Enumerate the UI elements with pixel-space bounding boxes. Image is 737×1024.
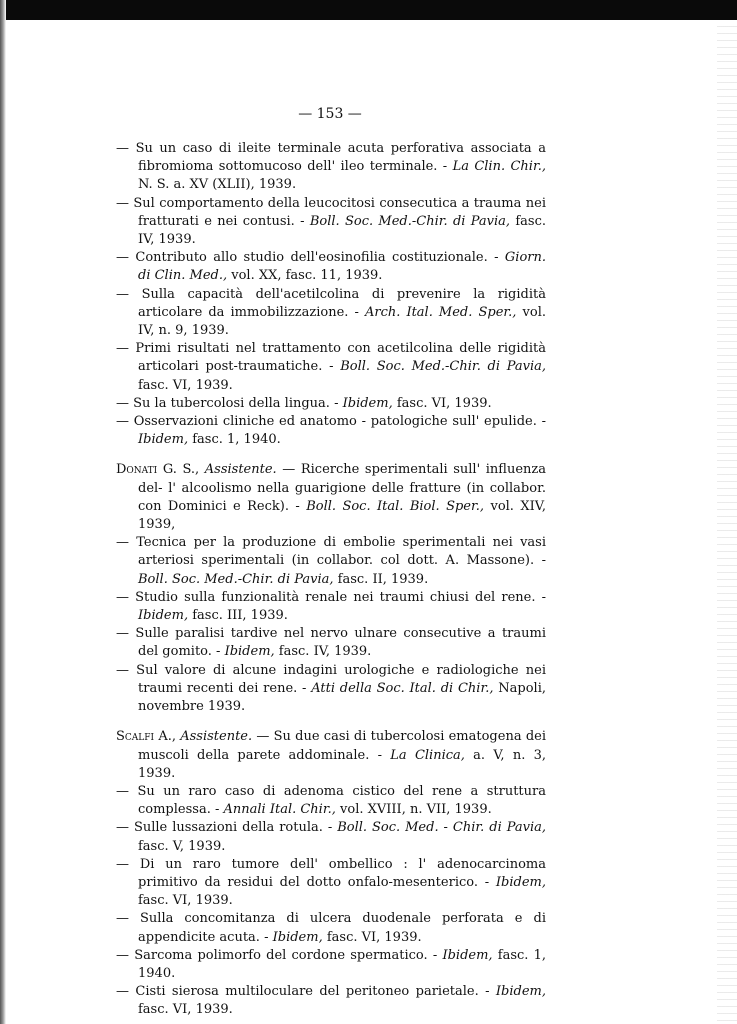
author-name: Donati G. S., — [116, 462, 200, 478]
scan-right-edge — [717, 20, 737, 1024]
author-entry: Scalfi A., Assistente. — Su due casi di tubercolosi ematogena dei muscoli della parete addominale. - La Clinica, a. V, n. 3, 1939. — [116, 729, 546, 781]
bibliography-entry: — Sul valore di alcune indagini urologiche e radiologiche nei traumi recenti dei rene. - Atti della Soc. Ital. di Chir., Napoli, novembre 1939. — [116, 662, 547, 715]
scan-left-edge — [0, 0, 6, 1024]
page-number: — 153 — — [298, 106, 362, 122]
bibliography-section-continuation — [116, 140, 546, 449]
bibliography-entry: — Studio sulla funzionalità renale nei traumi chiusi del rene. - Ibidem, fasc. III, 1939. — [116, 589, 546, 624]
bibliography-section-donati — [116, 461, 546, 716]
bibliography-entry: — Sarcoma polimorfo del cordone spermatico. - Ibidem, fasc. 1, 1940. — [116, 947, 547, 981]
bibliography-entry: — Di un raro tumore dell' ombellico : l' adenocarcinoma primitivo da residui del dotto onfalo-mesenterico. - Ibidem, fasc. VI, 1939. — [116, 856, 546, 909]
bibliography-entry: — Sul comportamento della leucocitosi consecutica a trauma nei fratturati e nei contusi. - Boll. Soc. Med.-Chir. di Pavia, fasc. IV, 1939. — [116, 195, 547, 248]
bibliography — [116, 140, 546, 1020]
bibliography-entry: — Sulla concomitanza di ulcera duodenale perforata e di appendicite acuta. - Ibidem, fasc. VI, 1939. — [116, 911, 546, 945]
bibliography-entry: — Primi risultati nel trattamento con acetilcolina delle rigidità articolari post-traumatiche. - Boll. Soc. Med.-Chir. di Pavia, fasc. VI, 1939. — [116, 341, 547, 393]
bibliography-entry: — Osservazioni cliniche ed anatomo - patologiche sull' epulide. - Ibidem, fasc. 1, 1940. — [116, 414, 546, 448]
author-name: Scalfi A., — [116, 729, 176, 745]
bibliography-entry: — Sulle paralisi tardive nel nervo ulnare consecutive a traumi del gomito. - Ibidem, fasc. IV, 1939. — [116, 626, 546, 660]
bibliography-entry: — Su la tubercolosi della lingua. - Ibidem, fasc. VI, 1939. — [116, 395, 492, 411]
author-role: Assistente. — [180, 729, 253, 745]
bibliography-entry: — Cisti sierosa multiloculare del peritoneo parietale. - Ibidem, fasc. VI, 1939. — [116, 984, 546, 1018]
bibliography-entry: — Sulla capacità dell'acetilcolina di prevenire la rigidità articolare da immobilizzazione. - Arch. Ital. Med. Sper., vol. IV, n. 9, 1939. — [116, 286, 547, 339]
bibliography-entry: — Contributo allo studio dell'eosinofilia costituzionale. - Giorn. di Clin. Med., vol. XX, fasc. 11, 1939. — [116, 250, 546, 284]
author-entry: Donati G. S., Assistente. — Ricerche sperimentali sull' influenza del- l' alcoolismo nella guarigione delle fratture (in collabor. con Dominici e Reck). - Boll. Soc. Ital. Biol. Sper., vol. XIV, 1939, — [116, 462, 546, 533]
bibliography-entry: — Tecnica per la produzione di embolie sperimentali nei vasi arteriosi sperimentali (in collabor. col dott. A. Massone). - Boll. Soc. Med.-Chir. di Pavia, fasc. II, 1939. — [116, 535, 546, 587]
author-role: Assistente. — [204, 462, 277, 478]
scan-top-border — [0, 0, 737, 20]
bibliography-section-scalfi — [116, 728, 546, 1019]
bibliography-entry: — Sulle lussazioni della rotula. - Boll. Soc. Med. - Chir. di Pavia, fasc. V, 1939. — [116, 820, 546, 854]
bibliography-entry: — Su un raro caso di adenoma cistico del rene a struttura complessa. - Annali Ital. Chir., vol. XVIII, n. VII, 1939. — [116, 783, 546, 818]
bibliography-entry: — Su un caso di ileite terminale acuta perforativa associata a fibromioma sottomucoso dell' ileo terminale. - La Clin. Chir., N. S. a. XV (XLII), 1939. — [116, 141, 546, 193]
